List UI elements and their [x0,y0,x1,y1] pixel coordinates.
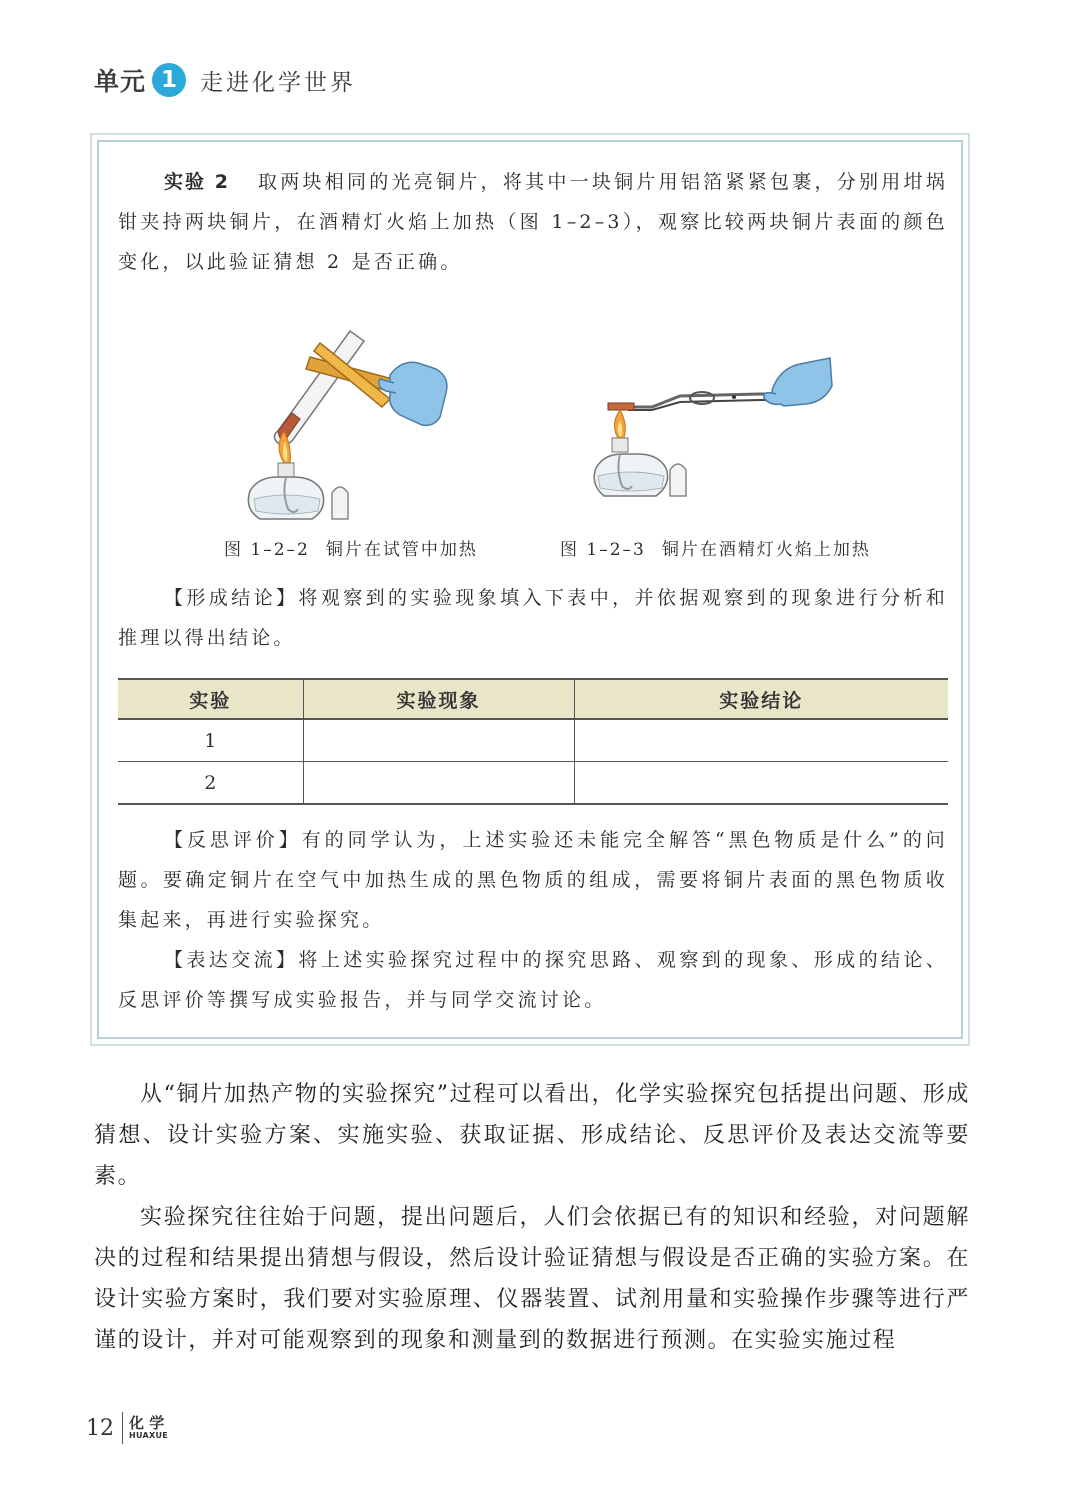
table-row [118,719,948,762]
conclusion-paragraph: 【形成结论】将观察到的实验现象填入下表中，并依据观察到的现象进行分析和推理以得出结论。 [118,587,948,649]
copper-sheet-icon [608,403,634,410]
expression-paragraph: 【表达交流】将上述实验探究过程中的探究思路、观察到的现象、形成的结论、反思评价等撰写成实验报告，并与同学交流讨论。 [118,949,948,1011]
table-cell[interactable] [574,719,948,762]
experiment-paragraph [118,162,948,282]
lamp-cap-icon [332,487,348,519]
unit-label: 单元 [94,67,147,96]
flame-icon [614,410,625,438]
figure-caption-text-1: 铜片在试管中加热 [325,540,478,560]
glove-hand-icon [764,358,832,406]
unit-header [94,60,356,100]
figure-copper-flame-heating [592,350,852,525]
body-paragraph-2: 实验探究往往始于问题，提出问题后，人们会依据已有的知识和经验，对问题解决的过程和结果提出猜想与假设，然后设计验证猜想与假设是否正确的实验方案。在设计实验方案时，我们要对实验原理、仪器装置、试剂用量和实验操作步骤等进行严谨的设计，并对可能观察到的现象和测量到的数据进行预测。在实验实施过程 [94,1205,970,1353]
table-row [118,762,948,805]
figure-caption-text-2: 铜片在酒精灯火焰上加热 [661,540,871,560]
footer-divider [122,1412,123,1444]
experiment-box [90,133,970,1046]
experiment-label: 实验 2 [164,171,231,193]
reflection-paragraph: 【反思评价】有的同学认为，上述实验还未能完全解答“黑色物质是什么”的问题。要确定铜片在空气中加热生成的黑色物质的组成，需要将铜片表面的黑色物质收集起来，再进行实验探究。 [118,829,948,931]
figure-caption-1 [224,535,478,560]
unit-title: 走进化学世界 [200,69,357,96]
table-header-conclusion: 实验结论 [574,679,948,719]
alcohol-lamp-icon [248,463,323,519]
table-cell[interactable] [303,762,574,805]
figure-caption-2 [560,535,871,560]
body-paragraph-1: 从“铜片加热产物的实验探究”过程可以看出，化学实验探究包括提出问题、形成猜想、设计实验方案、实施实验、获取证据、形成结论、反思评价及表达交流等要素。 [94,1082,970,1189]
subject-label [129,1415,168,1441]
table-cell: 1 [118,719,303,762]
subject-name-en: HUAXUE [129,1431,169,1440]
subject-name-cn: 化 学 [129,1414,165,1432]
page-footer [86,1410,168,1446]
lamp-cap-icon [670,464,686,496]
unit-number-badge: 1 [152,63,186,97]
figure-number-1: 图 1–2–2 [224,540,310,560]
glove-hand-icon [379,362,447,425]
table-header-row [118,679,948,719]
alcohol-lamp-icon [594,438,667,496]
figure-test-tube-heating [240,313,460,523]
table-header-experiment: 实验 [118,679,303,719]
table-cell[interactable] [574,762,948,805]
experiment-text: 取两块相同的光亮铜片，将其中一块铜片用铝箔紧紧包裹，分别用坩埚钳夹持两块铜片，在酒精灯火焰上加热（图 1–2–3），观察比较两块铜片表面的颜色变化，以此验证猜想 2 是否正确。 [118,171,949,273]
crucible-tongs-icon [628,392,782,410]
figure-number-2: 图 1–2–3 [560,540,646,560]
table-cell[interactable] [303,719,574,762]
page-number: 12 [86,1415,114,1441]
table-header-phenomenon: 实验现象 [303,679,574,719]
table-cell: 2 [118,762,303,805]
result-table [118,678,948,805]
